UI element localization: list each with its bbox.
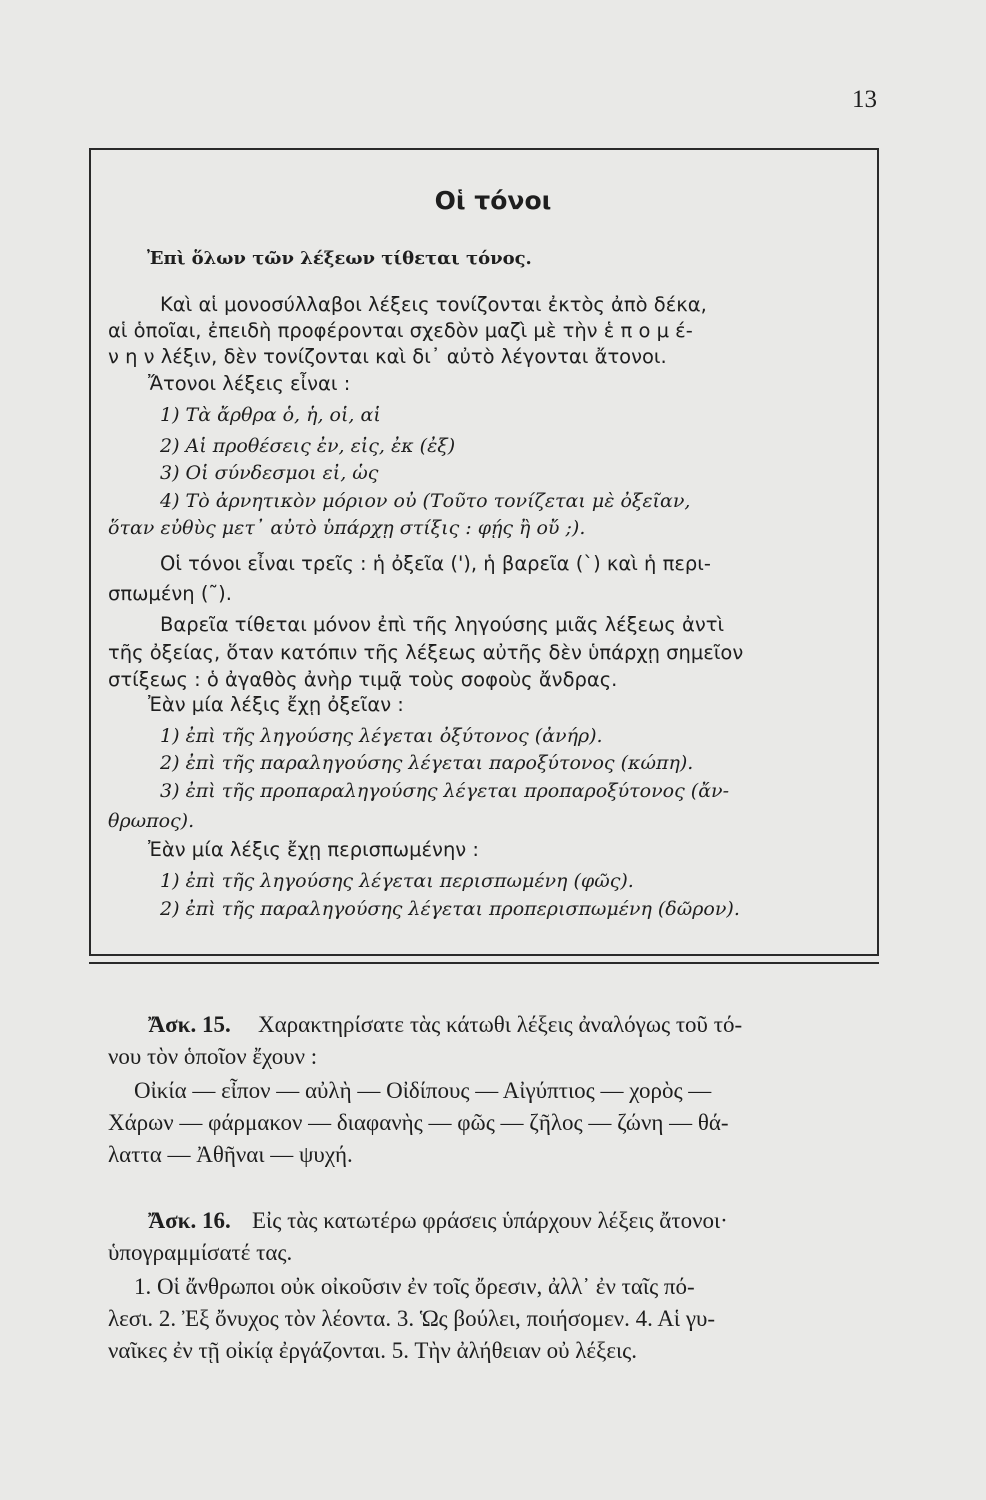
box-line: τῆς ὀξείας, ὅταν κατόπιν τῆς λέξεως αὐτῆς δὲν ὑπάρχῃ σημεῖον [108,641,744,664]
box-line: Βαρεῖα τίθεται μόνον ἐπὶ τῆς ληγούσης μιᾶς λέξεως ἀντὶ [160,613,725,636]
box-line: 3) ἐπὶ τῆς προπαραληγούσης λέγεται προπαροξύτονος (ἄν- [160,780,729,802]
exercise-15-label: Ἄσκ. 15. [148,1012,231,1037]
box-line: Ἐπὶ ὅλων τῶν λέξεων τίθεται τόνος. [147,248,532,269]
exercise-16-line: ὑπογραμμίσατέ τας. [108,1240,293,1265]
box-line: Ἐὰν μία λέξις ἔχῃ περισπωμένην : [148,838,479,861]
box-line: αἱ ὁποῖαι, ἐπειδὴ προφέρονται σχεδὸν μαζὶ μὲ τὴν ἑ π ο μ έ- [108,319,693,342]
exercise-16-label: Ἄσκ. 16. [148,1208,231,1233]
exercise-16-line: 1. Οἱ ἄνθρωποι οὐκ οἰκοῦσιν ἐν τοῖς ὄρεσιν, ἀλλ᾽ ἐν ταῖς πό- [134,1274,695,1299]
box-line: 1) ἐπὶ τῆς ληγούσης λέγεται ὀξύτονος (ἀνήρ). [160,725,603,747]
box-line: ὅταν εὐθὺς μετ᾽ αὐτὸ ὑπάρχῃ στίξις : φῄς ἢ οὔ ;). [108,517,586,539]
box-line: 4) Τὸ ἀρνητικὸν μόριον οὐ (Τοῦτο τονίζεται μὲ ὀξεῖαν, [160,490,691,512]
exercise-15-line: Χάρων — φάρμακον — διαφανὴς — φῶς — ζῆλος — ζώνη — θά- [108,1110,729,1135]
exercise-16-line: ναῖκες ἐν τῇ οἰκίᾳ ἐργάζονται. 5. Τὴν ἀλήθειαν οὐ λέξεις. [108,1338,638,1363]
box-line: σπωμένη (῀). [108,582,232,605]
box-line: Ἐὰν μία λέξις ἔχῃ ὀξεῖαν : [148,693,404,716]
box-line: 1) Τὰ ἄρθρα ὁ, ἡ, οἱ, αἱ [160,404,381,426]
box-line: στίξεως : ὁ ἀγαθὸς ἀνὴρ τιμᾷ τοὺς σοφοὺς ἄνδρας. [108,668,618,691]
exercise-15-line: λαττα — Ἀθῆναι — ψυχή. [108,1142,353,1167]
box-line: 1) ἐπὶ τῆς ληγούσης λέγεται περισπωμένη (φῶς). [160,870,634,892]
box-line: 2) ἐπὶ τῆς παραληγούσης λέγεται προπερισπωμένη (δῶρον). [160,898,740,920]
exercise-15-line: νου τὸν ὁποῖον ἔχουν : [108,1044,318,1069]
exercise-16-line: λεσι. 2. Ἐξ ὄνυχος τὸν λέοντα. 3. Ὡς βούλει, ποιήσομεν. 4. Αἱ γυ- [108,1306,716,1331]
box-line: θρωπος). [108,810,195,832]
box-line: 3) Οἱ σύνδεσμοι εἰ, ὡς [160,462,379,484]
box-line: Οἱ τόνοι εἶναι τρεῖς : ἡ ὀξεῖα ('), ἡ βαρεῖα (`) καὶ ἡ περι- [160,552,711,575]
box-bottom-rule [89,962,879,964]
section-title: Οἱ τόνοι [434,186,552,215]
exercise-16-line: Εἰς τὰς κατωτέρω φράσεις ὑπάρχουν λέξεις ἄτονοι· [252,1208,728,1233]
box-line: ν η ν λέξιν, δὲν τονίζονται καὶ δι᾽ αὐτὸ λέγονται ἄτονοι. [108,345,667,368]
box-line: 2) ἐπὶ τῆς παραληγούσης λέγεται παροξύτονος (κώπη). [160,752,694,774]
box-line: 2) Αἱ προθέσεις ἐν, εἰς, ἐκ (ἐξ) [160,435,456,457]
box-line: Καὶ αἱ μονοσύλλαβοι λέξεις τονίζονται ἐκτὸς ἀπὸ δέκα, [160,293,707,316]
box-line: Ἄτονοι λέξεις εἶναι : [148,372,351,395]
exercise-15-line: Οἰκία — εἶπον — αὐλὴ — Οἰδίπους — Αἰγύπτιος — χορὸς — [134,1078,712,1103]
page-number: 13 [852,86,877,113]
exercise-15-line: Χαρακτηρίσατε τὰς κάτωθι λέξεις ἀναλόγως τοῦ τό- [258,1012,743,1037]
